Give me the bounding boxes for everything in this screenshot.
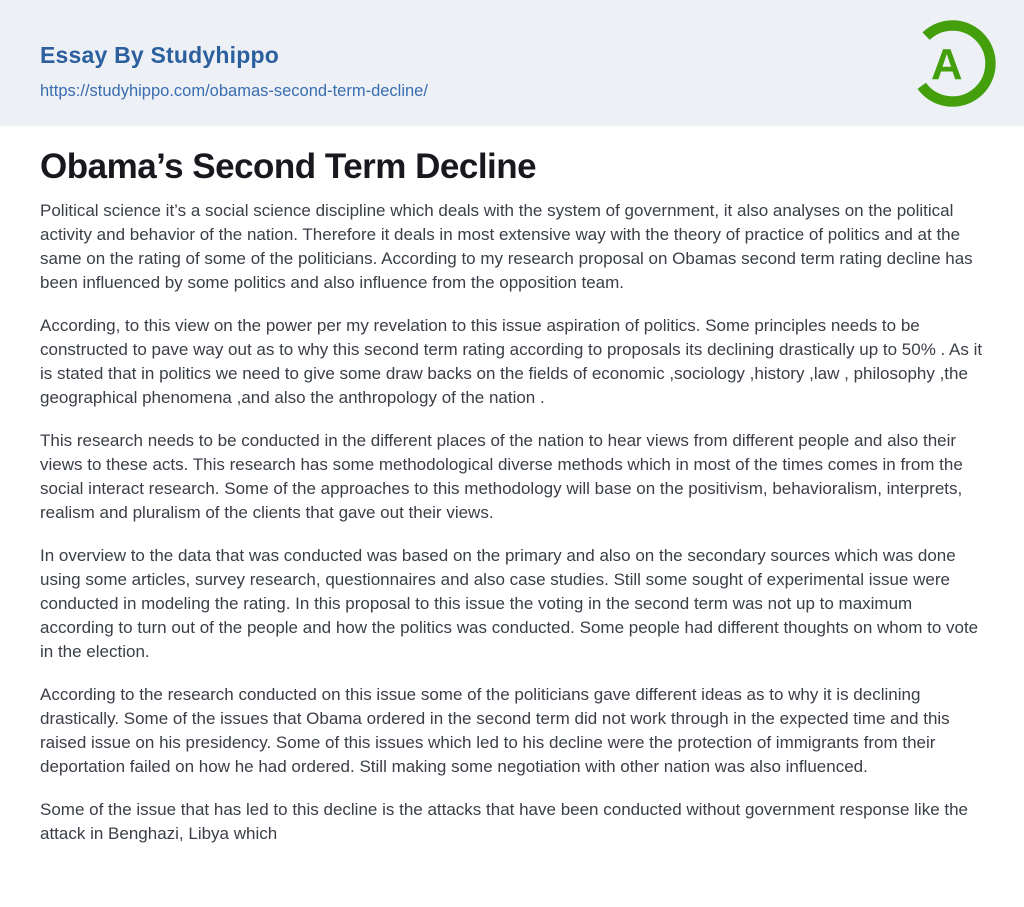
studyhippo-logo-icon [905, 16, 1000, 111]
page-header [0, 0, 1024, 126]
article-paragraph: Some of the issue that has led to this decline is the attacks that have been conducted without government response like the attack in Benghazi, Libya which [40, 799, 969, 843]
article-paragraph: According to the research conducted on this issue some of the politicians gave different ideas as to why it is declining drastically. Some of the issues that Obama ordered in the second term did not work through in the expected time and this raised issue on his presidency. Some of this issues which led to his decline were the protection of immigrants from their deportation failed on how he had ordered. Still making some negotiation with other nation was also influenced. [40, 684, 950, 776]
logo-letter: A [931, 39, 963, 89]
article-title: Obama’s Second Term Decline [40, 147, 537, 186]
site-label: Essay By Studyhippo [40, 42, 279, 68]
source-url-link[interactable]: https://studyhippo.com/obamas-second-term-decline/ [40, 82, 428, 101]
article-paragraph: In overview to the data that was conducted was based on the primary and also on the secondary sources which was done using some articles, survey research, questionnaires and also case studies. Still some sought of experimental issue were conducted in modeling the rating. In this proposal to this issue the voting in the second term was not up to maximum according to turn out of the people and how the politics was conducted. Some people had different thoughts on whom to vote in the election. [40, 545, 979, 661]
article-content [0, 126, 1024, 846]
article-paragraph: Political science it’s a social science discipline which deals with the system of government, it also analyses on the political activity and behavior of the nation. Therefore it deals in most extensive way with the theory of practice of politics and at the same on the rating of some of the politicians. According to my research proposal on Obamas second term rating decline has been influenced by some politics and also influence from the opposition team. [40, 200, 973, 292]
article-paragraph: This research needs to be conducted in the different places of the nation to hear views from different people and also their views to these acts. This research has some methodological diverse methods which in most of the times comes in from the social interact research. Some of the approaches to this methodology will base on the positivism, behavioralism, interprets, realism and pluralism of the clients that gave out their views. [40, 430, 963, 522]
article-paragraph: According, to this view on the power per my revelation to this issue aspiration of politics. Some principles needs to be constructed to pave way out as to why this second term rating according to proposals its declining drastically up to 50% . As it is stated that in politics we need to give some draw backs on the fields of economic ,sociology ,history ,law , philosophy ,the geographical phenomena ,and also the anthropology of the nation . [40, 315, 983, 407]
article-body [40, 199, 984, 846]
